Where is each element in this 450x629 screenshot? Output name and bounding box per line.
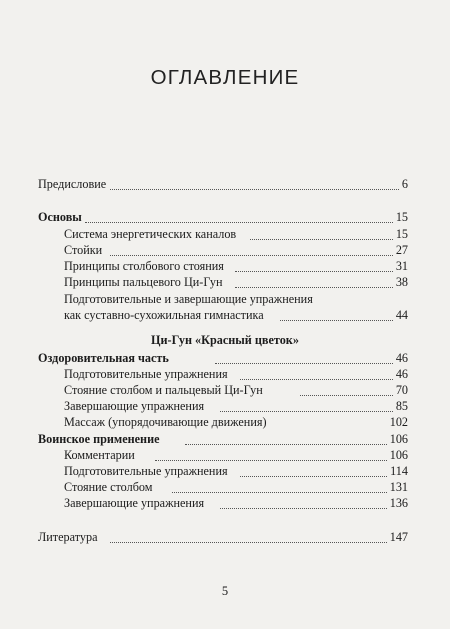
toc-entry-text: Массаж (упорядочивающие движения) <box>64 414 270 430</box>
toc-leader-dots <box>85 206 405 223</box>
toc-leader-dots <box>235 271 405 288</box>
toc-entry-page: 15 <box>393 209 408 225</box>
toc-entry-page: 106 <box>387 431 408 447</box>
toc-entry-page: 114 <box>387 463 408 479</box>
toc-entry-page: 46 <box>393 366 408 382</box>
toc-entry-page: 15 <box>393 226 408 242</box>
toc-entry-page: 106 <box>387 447 408 463</box>
toc-entry-page: 131 <box>387 479 408 495</box>
toc-entry-text: Принципы пальцевого Ци-Гун <box>64 274 226 290</box>
toc-entry-page: 6 <box>399 176 408 192</box>
toc-entry-page: 85 <box>393 398 408 414</box>
toc-entry-text: Подготовительные упражнения <box>64 366 231 382</box>
toc-entry-text: Подготовительные и завершающие упражнения <box>64 291 316 307</box>
toc-entry-prep-final-line2 <box>0 307 450 323</box>
toc-leader-dots <box>235 255 405 272</box>
toc-leader-dots <box>215 347 405 364</box>
toc-entry-page: 102 <box>387 414 408 430</box>
toc-entry-page: 136 <box>387 495 408 511</box>
toc-entry-page: 27 <box>393 242 408 258</box>
toc-entry-final-exercises <box>0 398 450 414</box>
toc-entry-text: Стойки <box>64 242 105 258</box>
toc-entry-text: Основы <box>38 209 85 225</box>
toc-entry-text: Система энергетических каналов <box>64 226 239 242</box>
toc-leader-dots <box>155 444 405 461</box>
toc-leader-dots <box>300 379 405 396</box>
toc-entry-text: Стояние столбом и пальцевый Ци-Гун <box>64 382 266 398</box>
toc-entry-text: Подготовительные упражнения <box>64 463 231 479</box>
toc-entry-text: Комментарии <box>64 447 138 463</box>
toc-entry-finger-qigong <box>0 274 450 290</box>
toc-entry-literature <box>0 529 450 545</box>
page-number: 5 <box>221 584 229 598</box>
page-title: ОГЛАВЛЕНИЕ <box>150 66 300 89</box>
toc-entry-text: Оздоровительная часть <box>38 350 172 366</box>
toc-entry-text: Литература <box>38 529 100 545</box>
toc-leader-dots <box>110 526 405 543</box>
toc-entry-page: 38 <box>393 274 408 290</box>
toc-entry-page: 46 <box>393 350 408 366</box>
toc-entry-text: Стояние столбом <box>64 479 155 495</box>
toc-entry-final-exercises-2 <box>0 495 450 511</box>
toc-entry-text: как суставно-сухожильная гимнастика <box>64 307 267 323</box>
toc-entry-text: Завершающие упражнения <box>64 398 207 414</box>
toc-entry-text: Воинское применение <box>38 431 163 447</box>
toc-entry-page: 44 <box>393 307 408 323</box>
toc-leader-dots <box>110 173 405 190</box>
toc-entry-text: Предисловие <box>38 176 109 192</box>
toc-leader-dots <box>220 492 405 509</box>
toc-entry-preface <box>0 176 450 192</box>
toc-leader-dots <box>185 428 405 445</box>
toc-leader-dots <box>240 460 405 477</box>
toc-leader-dots <box>250 223 405 240</box>
section-title: Ци-Гун «Красный цветок» <box>151 333 299 347</box>
toc-entry-page: 70 <box>393 382 408 398</box>
toc-entry-text: Принципы столбового стояния <box>64 258 227 274</box>
toc-entry-text: Завершающие упражнения <box>64 495 207 511</box>
toc-leader-dots <box>240 363 405 380</box>
toc-entry-page: 147 <box>387 529 408 545</box>
toc-entry-page: 31 <box>393 258 408 274</box>
